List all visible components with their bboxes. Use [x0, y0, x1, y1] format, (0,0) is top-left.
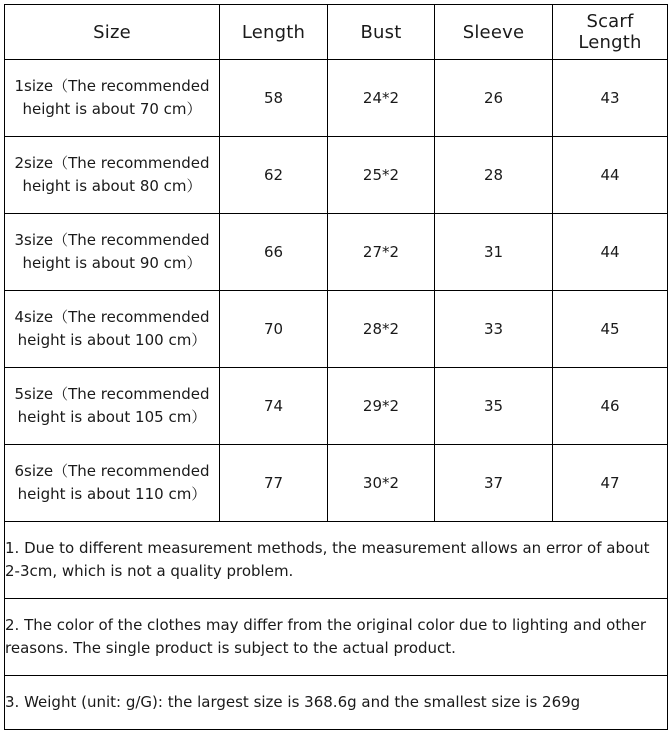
length-cell: 77 [220, 445, 328, 522]
size-label-cell [5, 445, 220, 522]
sleeve-cell: 37 [435, 445, 553, 522]
size-label-line1: 2size（The recommended [14, 154, 210, 172]
bust-cell: 27*2 [328, 214, 435, 291]
table-row [5, 368, 668, 445]
scarf-length-cell: 45 [553, 291, 668, 368]
size-label-cell [5, 137, 220, 214]
size-label-line2: height is about 110 cm） [17, 485, 207, 503]
size-label-line1: 1size（The recommended [14, 77, 210, 95]
sleeve-cell: 33 [435, 291, 553, 368]
length-cell: 62 [220, 137, 328, 214]
length-cell: 58 [220, 60, 328, 137]
header-bust: Bust [328, 5, 435, 60]
note-row [5, 522, 668, 599]
bust-cell: 30*2 [328, 445, 435, 522]
table-row [5, 214, 668, 291]
scarf-length-cell: 44 [553, 214, 668, 291]
note-color-difference: 2. The color of the clothes may differ from the original color due to lighting and other reasons. The single product is subject to the actual product. [5, 599, 668, 676]
sleeve-cell: 26 [435, 60, 553, 137]
header-sleeve: Sleeve [435, 5, 553, 60]
scarf-length-cell: 44 [553, 137, 668, 214]
note-weight: 3. Weight (unit: g/G): the largest size is 368.6g and the smallest size is 269g [5, 676, 668, 730]
size-label-line2: height is about 105 cm） [17, 408, 207, 426]
table-row [5, 291, 668, 368]
size-label-line1: 3size（The recommended [14, 231, 210, 249]
size-label-cell [5, 291, 220, 368]
header-size: Size [5, 5, 220, 60]
size-label-line2: height is about 70 cm） [22, 100, 202, 118]
length-cell: 70 [220, 291, 328, 368]
sleeve-cell: 28 [435, 137, 553, 214]
scarf-length-cell: 43 [553, 60, 668, 137]
note-row [5, 599, 668, 676]
note-measurement-error: 1. Due to different measurement methods, the measurement allows an error of about 2-3cm, which is not a quality problem. [5, 522, 668, 599]
size-label-line1: 6size（The recommended [14, 462, 210, 480]
header-row [5, 5, 668, 60]
scarf-length-cell: 47 [553, 445, 668, 522]
size-label-line1: 5size（The recommended [14, 385, 210, 403]
scarf-length-cell: 46 [553, 368, 668, 445]
length-cell: 66 [220, 214, 328, 291]
size-label-line2: height is about 80 cm） [22, 177, 202, 195]
bust-cell: 25*2 [328, 137, 435, 214]
header-length: Length [220, 5, 328, 60]
sleeve-cell: 35 [435, 368, 553, 445]
size-label-line2: height is about 100 cm） [17, 331, 207, 349]
bust-cell: 28*2 [328, 291, 435, 368]
table-row [5, 137, 668, 214]
sleeve-cell: 31 [435, 214, 553, 291]
size-label-line1: 4size（The recommended [14, 308, 210, 326]
bust-cell: 24*2 [328, 60, 435, 137]
size-chart-table [4, 4, 668, 730]
table-row [5, 60, 668, 137]
size-label-line2: height is about 90 cm） [22, 254, 202, 272]
size-label-cell [5, 368, 220, 445]
header-scarf-length: Scarf Length [553, 5, 668, 60]
bust-cell: 29*2 [328, 368, 435, 445]
table-row [5, 445, 668, 522]
size-label-cell [5, 214, 220, 291]
note-row [5, 676, 668, 730]
size-label-cell [5, 60, 220, 137]
length-cell: 74 [220, 368, 328, 445]
